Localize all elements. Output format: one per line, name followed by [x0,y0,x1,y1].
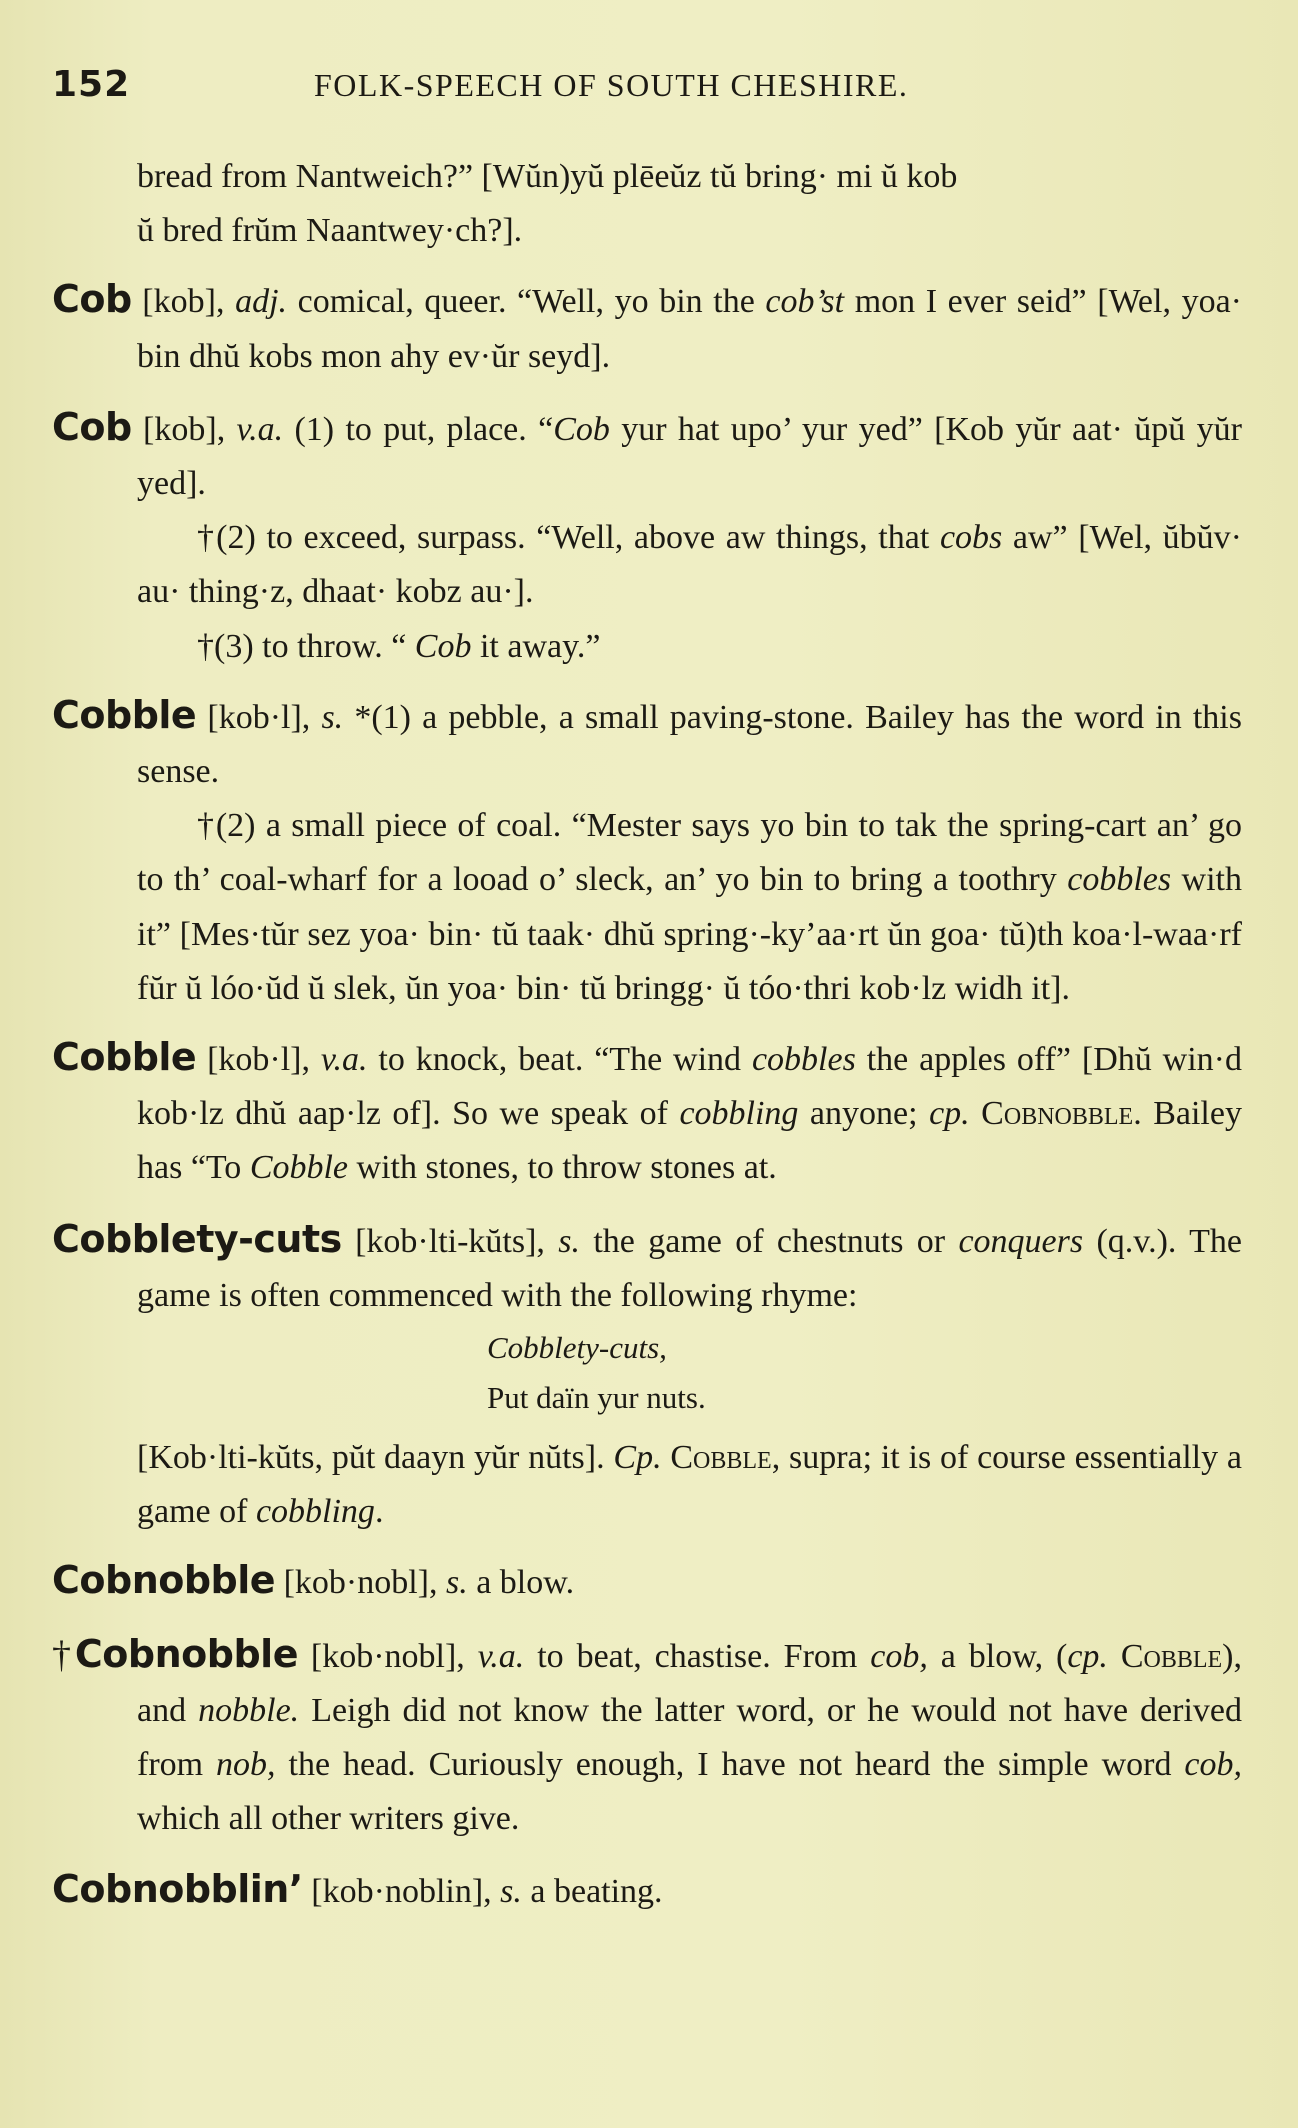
entry-text: . [374,1493,384,1531]
cross-reference: Cobble [661,1439,772,1477]
italic-word: conquers [958,1222,1084,1260]
headword: Cobble [52,1035,197,1080]
italic-word: cp. [1067,1637,1108,1675]
italic-word: cobbling [255,1493,375,1531]
italic-word: cob, [1184,1746,1242,1784]
page-header [52,62,1242,108]
entry-text: [Kob·lti-kŭts, pŭt daayn yŭr nŭts]. [137,1439,614,1477]
entry-cobnobble-s [52,1553,1242,1610]
italic-word: Cobble [249,1149,349,1187]
italic-word: Cp. [613,1439,662,1477]
italic-word: Cob [414,627,472,665]
entry-text: [kob·nobl], [275,1564,446,1602]
entry-text: aw” [Wel, ŭbŭv· au· thing·z, dhaat· kobz au·]. [137,519,1242,611]
entry-text: to knock, beat. “The wind [367,1041,752,1079]
italic-word: nob, [216,1746,276,1784]
entry-cob-va [52,400,1242,674]
sense-2 [137,511,1242,619]
italic-word: cobbles [751,1041,856,1079]
entry-text: [kob·lti-kŭts], [341,1222,559,1260]
part-of-speech: v.a. [477,1637,525,1675]
part-of-speech: s. [321,698,344,736]
entry-text: with stones, to throw stones at. [348,1149,777,1187]
part-of-speech: v.a. [320,1041,368,1079]
headword: Cob [52,277,132,322]
entry-cobnobble-va [52,1627,1242,1847]
sense-3 [137,620,1242,674]
entry-text: [kob·noblin], [302,1873,501,1911]
entry-text: †(2) a small piece of coal. “Mester says yo bin to tak the spring-cart an’ go to th’ coal-wharf for a looad o’ sleck, an’ yo bin to bring a toothry [137,807,1242,899]
italic-word: cp. [929,1095,970,1133]
entry-text: it away.” [471,627,601,665]
running-title: FOLK-SPEECH OF SOUTH CHESHIRE. [314,67,909,103]
entry-text: a beating. [521,1873,663,1911]
italic-word: cobbling [679,1095,799,1133]
entry-cobnobblin [52,1862,1242,1919]
entry-cobblety-cuts [52,1212,1242,1540]
headword: Cob [52,404,132,449]
entry-cob-adj [52,272,1242,383]
entry-cobble-va [52,1030,1242,1196]
rhyme-line-1: Cobblety-cuts, [487,1330,667,1366]
entry-continuation [52,150,1242,258]
part-of-speech: adj. [235,283,288,321]
entry-text: anyone; [798,1095,930,1133]
cross-reference: Cobnobble [969,1095,1134,1133]
headword: Cobnobble [74,1631,298,1676]
entry-text: the game of chestnuts or [580,1222,959,1260]
entry-text: a blow, ( [927,1637,1068,1675]
italic-word: cobbles [1067,861,1172,899]
dagger-mark: † [52,1633,75,1676]
italic-word: Cob [553,410,610,448]
entry-text: [kob·l], [196,698,322,736]
entry-text: the apples off” [Dhŭ win·d kob·lz dhŭ aap·lz of]. So we speak of [137,1041,1242,1133]
headword: Cobble [52,692,197,737]
headword: Cobnobblin’ [52,1867,303,1912]
italic-word: cob, [870,1637,928,1675]
page-number: 152 [52,64,131,105]
definition [52,1212,1242,1323]
entry-text: [kob·nobl], [297,1637,478,1675]
entry-text: ), and [137,1637,1242,1729]
entry-text: the head. Curiously enough, I have not heard the simple word [275,1746,1185,1784]
entry-text: [kob], [131,283,236,321]
sense-1 [52,688,1242,799]
continuation-line-2: ŭ bred frŭm Naantwey·ch?]. [137,212,523,250]
entry-text: [kob·l], [196,1041,321,1079]
continuation-line-1: bread from Nantweich?” [Wŭn)yŭ plēeŭz tŭ bring· mi ŭ kob [137,158,958,195]
cross-reference: Cobble [1107,1637,1223,1675]
entry-text: to beat, chastise. From [524,1637,871,1675]
entry-text: [kob], [131,410,237,448]
entry-text: *(1) a pebble, a small paving-stone. Bailey has the word in this sense. [137,698,1242,791]
headword: Cobblety-cuts [52,1216,342,1261]
entry-text: which all other writers give. [137,1800,520,1838]
entry-text: a blow. [467,1564,575,1602]
entry-text: , supra; it is of course essentially a game of [137,1439,1242,1531]
part-of-speech: s. [558,1222,581,1260]
entry-text: . Bailey has “To [137,1095,1242,1187]
dictionary-text [52,150,1242,1936]
entry-text: mon I ever seid” [Wel, yoa· bin dhŭ kobs mon ahy ev·ŭr seyd]. [137,283,1242,375]
part-of-speech: s. [500,1873,522,1911]
entry-text: Leigh did not know the latter word, or he would not have derived from [137,1691,1243,1784]
entry-text: comical, queer. “Well, yo bin the [287,283,766,321]
italic-word: cobs [939,519,1003,557]
headword: Cobnobble [52,1558,276,1603]
entry-text: †(2) to exceed, surpass. “Well, above aw things, that [197,519,940,557]
entry-text: †(3) to throw. “ [197,627,415,665]
italic-word: nobble. [198,1691,300,1729]
rhyme [137,1323,1242,1423]
sense-2 [137,799,1242,1016]
entry-text: (1) to put, place. “ [283,410,554,448]
rhyme-line-2: Put daïn yur nuts. [487,1380,706,1416]
part-of-speech: s. [445,1564,468,1602]
italic-word: cob’st [765,283,845,321]
entry-cobble-s [52,688,1242,1016]
entry-text: yur hat upo’ yur yed” [Kob yŭr aat· ŭpŭ yŭr yed]. [137,410,1242,503]
entry-text: with it” [Mes·tŭr sez yoa· bin· tŭ taak· dhŭ spring·-ky’aa·rt ŭn goa· tŭ)th koa·l-waa·rf fŭr ŭ lóo·ŭd ŭ slek, ŭn yoa· bin· tŭ bringg· ŭ tóo·thri kob·lz widh it]. [137,861,1243,1007]
rhyme-gloss [137,1431,1242,1539]
part-of-speech: v.a. [236,410,284,448]
sense-1 [52,400,1242,511]
entry-text: (q.v.). The game is often commenced with the following rhyme: [137,1222,1242,1314]
